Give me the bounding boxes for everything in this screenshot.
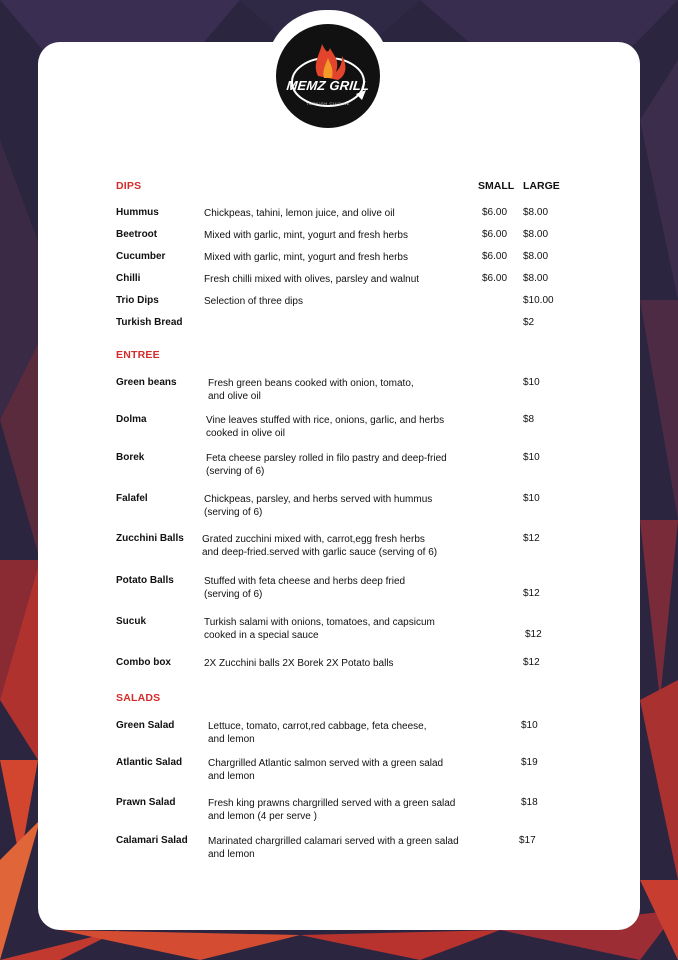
item-name: Green Salad bbox=[116, 720, 175, 731]
item-price: $10 bbox=[523, 493, 540, 504]
item-desc-line1: Chickpeas, parsley, and herbs served with hummus bbox=[204, 494, 433, 505]
item-desc-line1: Vine leaves stuffed with rice, onions, garlic, and herbs bbox=[206, 415, 445, 426]
item-price-large: $8.00 bbox=[523, 251, 549, 262]
item-price: $12 bbox=[523, 588, 540, 599]
item-price-small: $6.00 bbox=[482, 229, 508, 240]
item-desc-line2: cooked in a special sauce bbox=[204, 630, 319, 641]
item-desc-line2: cooked in olive oil bbox=[206, 428, 285, 439]
item-desc-line2: (serving of 6) bbox=[204, 589, 263, 600]
item-desc-line2: (serving of 6) bbox=[206, 466, 265, 477]
item-desc-line1: Lettuce, tomato, carrot,red cabbage, feta cheese, bbox=[208, 721, 427, 732]
item-desc-line1: Stuffed with feta cheese and herbs deep fried bbox=[204, 576, 406, 587]
item-price-small: $6.00 bbox=[482, 207, 508, 218]
item-name: Beetroot bbox=[116, 229, 158, 240]
item-price: $19 bbox=[521, 757, 538, 768]
item-desc: Fresh chilli mixed with olives, parsley and walnut bbox=[204, 274, 420, 285]
item-desc-line2: and olive oil bbox=[208, 391, 261, 402]
item-name: Borek bbox=[116, 452, 145, 463]
item-name: Prawn Salad bbox=[116, 797, 176, 808]
section-title-dips: DIPS bbox=[116, 180, 142, 192]
header-small: SMALL bbox=[478, 180, 515, 192]
item-price: $12 bbox=[523, 533, 540, 544]
item-desc: Mixed with garlic, mint, yogurt and fresh herbs bbox=[204, 230, 408, 241]
item-name: Falafel bbox=[116, 493, 148, 504]
item-desc-line2: and lemon bbox=[208, 734, 255, 745]
item-price: $12 bbox=[523, 657, 540, 668]
item-name: Combo box bbox=[116, 657, 171, 668]
item-desc: Selection of three dips bbox=[204, 296, 303, 307]
item-price: $10 bbox=[523, 452, 540, 463]
item-price-large: $8.00 bbox=[523, 207, 549, 218]
item-desc-line2: (serving of 6) bbox=[204, 507, 263, 518]
item-name: Chilli bbox=[116, 273, 141, 284]
item-name: Zucchini Balls bbox=[116, 533, 184, 544]
item-desc-line1: Chargrilled Atlantic salmon served with a green salad bbox=[208, 758, 444, 769]
item-desc-line1: Marinated chargrilled calamari served with a green salad bbox=[208, 836, 459, 847]
item-price-large: $10.00 bbox=[523, 295, 554, 306]
item-price: $10 bbox=[523, 377, 540, 388]
item-name: Hummus bbox=[116, 207, 159, 218]
item-desc-line2: and lemon (4 per serve ) bbox=[208, 811, 317, 822]
item-name: Atlantic Salad bbox=[116, 757, 183, 768]
item-desc-line1: Turkish salami with onions, tomatoes, and capsicum bbox=[204, 617, 435, 628]
brand-logo bbox=[276, 24, 380, 128]
item-desc: Chickpeas, tahini, lemon juice, and olive oil bbox=[204, 208, 395, 219]
item-price: $17 bbox=[519, 835, 536, 846]
item-name: Trio Dips bbox=[116, 295, 159, 306]
logo-name: MEMZ GRILL bbox=[285, 78, 371, 93]
item-desc: Mixed with garlic, mint, yogurt and fresh herbs bbox=[204, 252, 408, 263]
section-title-salads: SALADS bbox=[116, 692, 161, 704]
item-price-small: $6.00 bbox=[482, 273, 508, 284]
item-name: Potato Balls bbox=[116, 575, 174, 586]
item-price-large: $8.00 bbox=[523, 229, 549, 240]
logo-tagline: TURKISH CUISINE bbox=[306, 101, 350, 106]
header-large: LARGE bbox=[523, 180, 560, 192]
item-price: $8 bbox=[523, 414, 535, 425]
item-desc-line1: Fresh king prawns chargrilled served with a green salad bbox=[208, 798, 456, 809]
item-name: Calamari Salad bbox=[116, 835, 188, 846]
item-desc: 2X Zucchini balls 2X Borek 2X Potato balls bbox=[204, 658, 394, 669]
item-name: Dolma bbox=[116, 414, 147, 425]
item-desc-line1: Fresh green beans cooked with onion, tomato, bbox=[208, 378, 414, 389]
flame-icon bbox=[276, 24, 380, 128]
item-name: Sucuk bbox=[116, 616, 147, 627]
item-name: Cucumber bbox=[116, 251, 166, 262]
item-desc-line1: Grated zucchini mixed with, carrot,egg fresh herbs bbox=[202, 534, 425, 545]
item-price-small: $6.00 bbox=[482, 251, 508, 262]
item-price: $10 bbox=[521, 720, 538, 731]
item-desc-line2: and lemon bbox=[208, 849, 255, 860]
section-title-entree: ENTREE bbox=[116, 349, 160, 361]
item-name: Green beans bbox=[116, 377, 177, 388]
item-desc-line2: and deep-fried.served with garlic sauce (serving of 6) bbox=[202, 547, 438, 558]
item-desc-line1: Feta cheese parsley rolled in filo pastry and deep-fried bbox=[206, 453, 447, 464]
item-price-large: $2 bbox=[523, 317, 535, 328]
item-price: $12 bbox=[525, 629, 542, 640]
item-desc-line2: and lemon bbox=[208, 771, 255, 782]
item-price: $18 bbox=[521, 797, 538, 808]
item-price-large: $8.00 bbox=[523, 273, 549, 284]
item-name: Turkish Bread bbox=[116, 317, 183, 328]
